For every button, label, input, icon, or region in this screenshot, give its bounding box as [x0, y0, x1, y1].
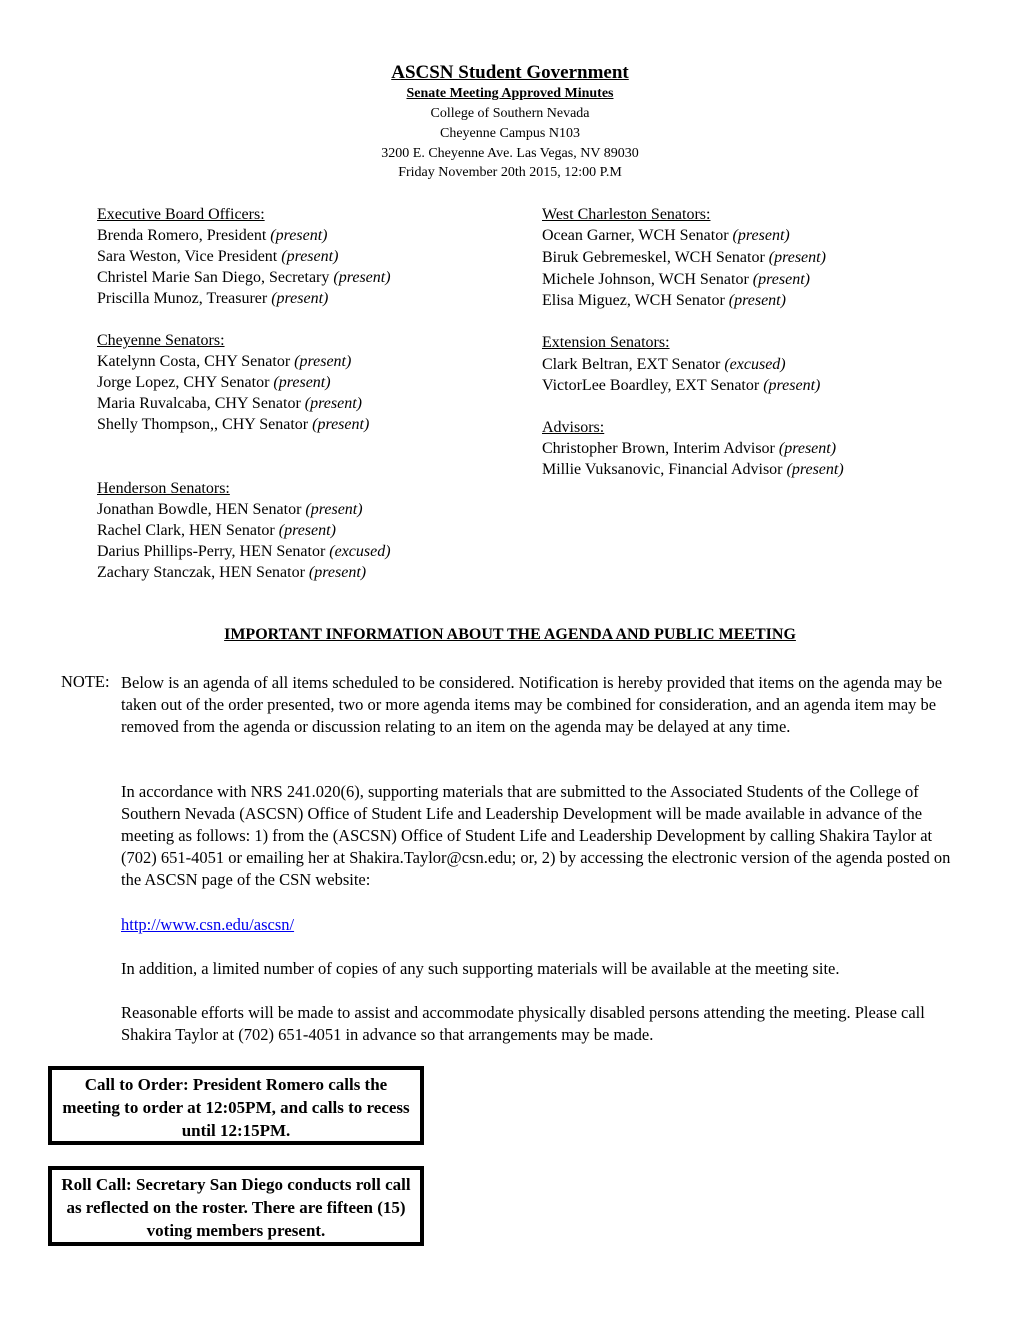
roster-entry: Rachel Clark, HEN Senator (present) — [97, 522, 336, 539]
henderson-heading: Henderson Senators: — [97, 480, 230, 497]
website-link-line — [121, 914, 971, 936]
call-to-order-box: Call to Order: President Romero calls the meeting to order at 12:05PM, and calls to recess until 12:15PM. — [48, 1066, 424, 1145]
roster-entry: Maria Ruvalcaba, CHY Senator (present) — [97, 395, 362, 412]
roster-entry: Biruk Gebremeskel, WCH Senator (present) — [542, 249, 826, 266]
roster-entry: Elisa Miguez, WCH Senator (present) — [542, 292, 786, 309]
roster-entry: Jonathan Bowdle, HEN Senator (present) — [97, 501, 363, 518]
roster-entry: Ocean Garner, WCH Senator (present) — [542, 227, 790, 244]
executive-heading: Executive Board Officers: — [97, 206, 265, 223]
roster-entry: Clark Beltran, EXT Senator (excused) — [542, 356, 786, 373]
college-name: College of Southern Nevada — [430, 106, 590, 121]
roster-entry: Michele Johnson, WCH Senator (present) — [542, 271, 810, 288]
extension-heading: Extension Senators: — [542, 334, 670, 351]
cheyenne-heading: Cheyenne Senators: — [97, 332, 225, 349]
roster-entry: Jorge Lopez, CHY Senator (present) — [97, 374, 331, 391]
document-subtitle: Senate Meeting Approved Minutes — [406, 86, 614, 101]
roster-entry: Katelynn Costa, CHY Senator (present) — [97, 353, 352, 370]
west-charleston-heading: West Charleston Senators: — [542, 206, 711, 223]
document-title: ASCSN Student Government — [391, 62, 629, 83]
roster-entry: Brenda Romero, President (present) — [97, 227, 328, 244]
roster-entry: Zachary Stanczak, HEN Senator (present) — [97, 564, 367, 581]
copies-paragraph: In addition, a limited number of copies of any such supporting materials will be available at the meeting site. — [121, 959, 840, 978]
roster-entry: Christel Marie San Diego, Secretary (present) — [97, 269, 391, 286]
roster-entry: Priscilla Munoz, Treasurer (present) — [97, 290, 329, 307]
nrs-paragraph: In accordance with NRS 241.020(6), supporting materials that are submitted to the Associated Students of the College of Southern Nevada (ASCSN) Office of Student Life and Leadership Development will be made available in advance of the meeting as follows: 1) from the (ASCSN) Office of Student Life and Leadership Development by calling Shakira Taylor at (702) 651-4051 or emailing her at Shakira.Taylor@csn.edu; or, 2) by accessing the electronic version of the agenda posted on the ASCSN page of the CSN website: — [121, 782, 951, 889]
note-label: NOTE: — [61, 672, 110, 691]
advisors-heading: Advisors: — [542, 419, 605, 436]
address: 3200 E. Cheyenne Ave. Las Vegas, NV 89030 — [381, 146, 639, 161]
ascsn-website-link[interactable]: http://www.csn.edu/ascsn/ — [121, 915, 295, 934]
roster-entry: Darius Phillips-Perry, HEN Senator (excused) — [97, 543, 391, 560]
roll-call-box: Roll Call: Secretary San Diego conducts roll call as reflected on the roster. There are fifteen (15) voting members present. — [48, 1166, 424, 1246]
roster-entry: Christopher Brown, Interim Advisor (present) — [542, 440, 837, 457]
meeting-datetime: Friday November 20th 2015, 12:00 P.M — [398, 165, 622, 180]
important-info-heading: IMPORTANT INFORMATION ABOUT THE AGENDA AND PUBLIC MEETING — [224, 626, 796, 643]
note-paragraph: Below is an agenda of all items scheduled to be considered. Notification is hereby provided that items on the agenda may be taken out of the order presented, two or more agenda items may be combined for consideration, and an agenda item may be removed from the agenda or discussion relating to an item on the agenda may be delayed at any time. — [121, 673, 943, 736]
roster-entry: Millie Vuksanovic, Financial Advisor (present) — [542, 461, 844, 478]
roster-entry: Sara Weston, Vice President (present) — [97, 248, 339, 265]
roster-entry: VictorLee Boardley, EXT Senator (present) — [542, 377, 821, 394]
campus-room: Cheyenne Campus N103 — [440, 126, 580, 141]
accommodation-paragraph: Reasonable efforts will be made to assist and accommodate physically disabled persons attending the meeting. Please call Shakira Taylor at (702) 651-4051 in advance so that arrangements may be made. — [121, 1003, 925, 1044]
roster-entry: Shelly Thompson,, CHY Senator (present) — [97, 416, 370, 433]
